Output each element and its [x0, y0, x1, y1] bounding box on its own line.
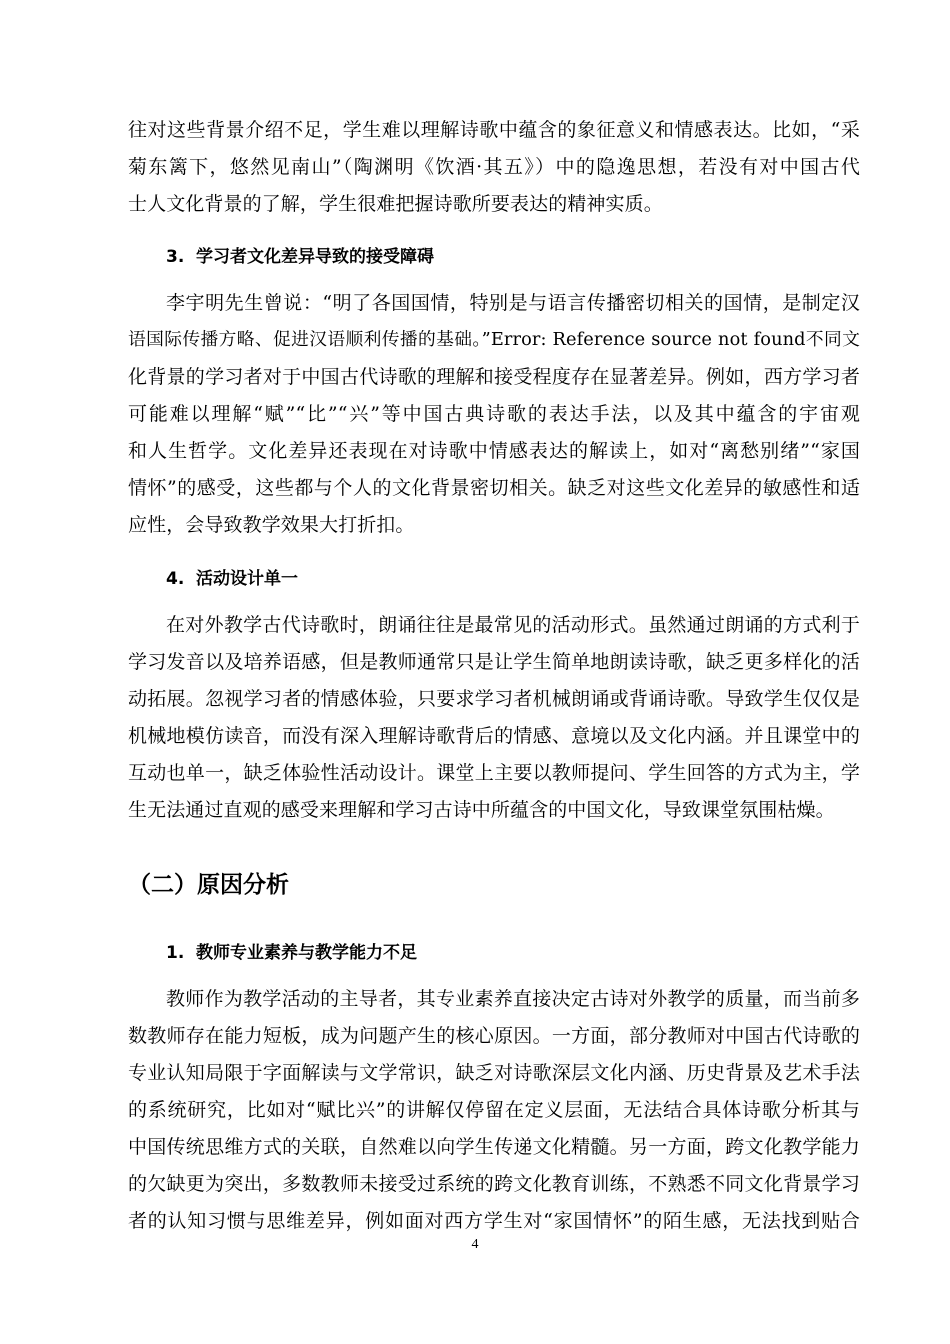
paragraph-line: 教师作为教学活动的主导者，其专业素养直接决定古诗对外教学的质量，而当前多: [166, 988, 860, 1010]
subsection-number: 1.: [166, 943, 185, 963]
paragraph-line: 中国传统思维方式的关联，自然难以向学生传递文化精髓。另一方面，跨文化教学能力: [128, 1136, 860, 1158]
paragraph-line: 和人生哲学。文化差异还表现在对诗歌中情感表达的解读上，如对“离愁别绪”“家国: [128, 440, 860, 462]
subsection-heading: [166, 245, 434, 269]
subsection-heading: [166, 567, 298, 591]
paragraph-line: 生无法通过直观的感受来理解和学习古诗中所蕴含的中国文化，导致课堂氛围枯燥。: [128, 799, 835, 821]
paragraph-line: 互动也单一，缺乏体验性活动设计。课堂上主要以教师提问、学生回答的方式为主，学: [128, 762, 860, 784]
paragraph-line: 的欠缺更为突出，多数教师未接受过系统的跨文化教育训练，不熟悉不同文化背景学习: [128, 1173, 860, 1195]
paragraph-line: 学习发音以及培养语感，但是教师通常只是让学生简单地朗读诗歌，缺乏更多样化的活: [128, 651, 860, 673]
paragraph-line: 李宇明先生曾说：“明了各国国情，特别是与语言传播密切相关的国情，是制定汉: [166, 292, 860, 314]
paragraph-line: 者的认知习惯与思维差异，例如面对西方学生对“家国情怀”的陌生感，无法找到贴合: [128, 1210, 860, 1232]
subsection-number: 4.: [166, 569, 185, 589]
paragraph-line: 的系统研究，比如对“赋比兴”的讲解仅停留在定义层面，无法结合具体诗歌分析其与: [128, 1099, 860, 1121]
paragraph-line: 动拓展。忽视学习者的情感体验，只要求学习者机械朗诵或背诵诗歌。导致学生仅仅是: [128, 688, 860, 710]
subsection-title: 活动设计单一: [196, 569, 298, 589]
subsection-number: 3.: [166, 247, 185, 267]
paragraph-line: 机械地模仿读音，而没有深入理解诗歌背后的情感、意境以及文化内涵。并且课堂中的: [128, 725, 860, 747]
paragraph-line: 应性，会导致教学效果大打折扣。: [128, 514, 415, 536]
paragraph-line: 士人文化背景的了解，学生很难把握诗歌所要表达的精神实质。: [128, 193, 663, 215]
paragraph-line: 在对外教学古代诗歌时，朗诵往往是最常见的活动形式。虽然通过朗诵的方式利于: [166, 614, 860, 636]
page-number: 4: [471, 1237, 479, 1252]
paragraph-line: 情怀”的感受，这些都与个人的文化背景密切相关。缺乏对这些文化差异的敏感性和适: [128, 477, 860, 499]
subsection-title: 学习者文化差异导致的接受障碍: [196, 247, 434, 267]
section-heading: （二）原因分析: [128, 872, 289, 898]
paragraph-line: 数教师存在能力短板，成为问题产生的核心原因。一方面，部分教师对中国古代诗歌的: [128, 1025, 860, 1047]
subsection-heading: [166, 941, 417, 965]
paragraph-line: 化背景的学习者对于中国古代诗歌的理解和接受程度存在显著差异。例如，西方学习者: [128, 366, 860, 388]
paragraph-line: 语国际传播方略、促进汉语顺利传播的基础。”Error: Reference source not found不同文: [128, 330, 860, 350]
paragraph-line: 专业认知局限于字面解读与文学常识，缺乏对诗歌深层文化内涵、历史背景及艺术手法: [128, 1062, 860, 1084]
paragraph-line: 菊东篱下，悠然见南山”（陶渊明《饮酒·其五》）中的隐逸思想，若没有对中国古代: [128, 156, 860, 178]
subsection-title: 教师专业素养与教学能力不足: [196, 943, 417, 963]
paragraph-line: 往对这些背景介绍不足，学生难以理解诗歌中蕴含的象征意义和情感表达。比如，“采: [128, 119, 860, 141]
paragraph-line: 可能难以理解“赋”“比”“兴”等中国古典诗歌的表达手法，以及其中蕴含的宇宙观: [128, 403, 860, 425]
